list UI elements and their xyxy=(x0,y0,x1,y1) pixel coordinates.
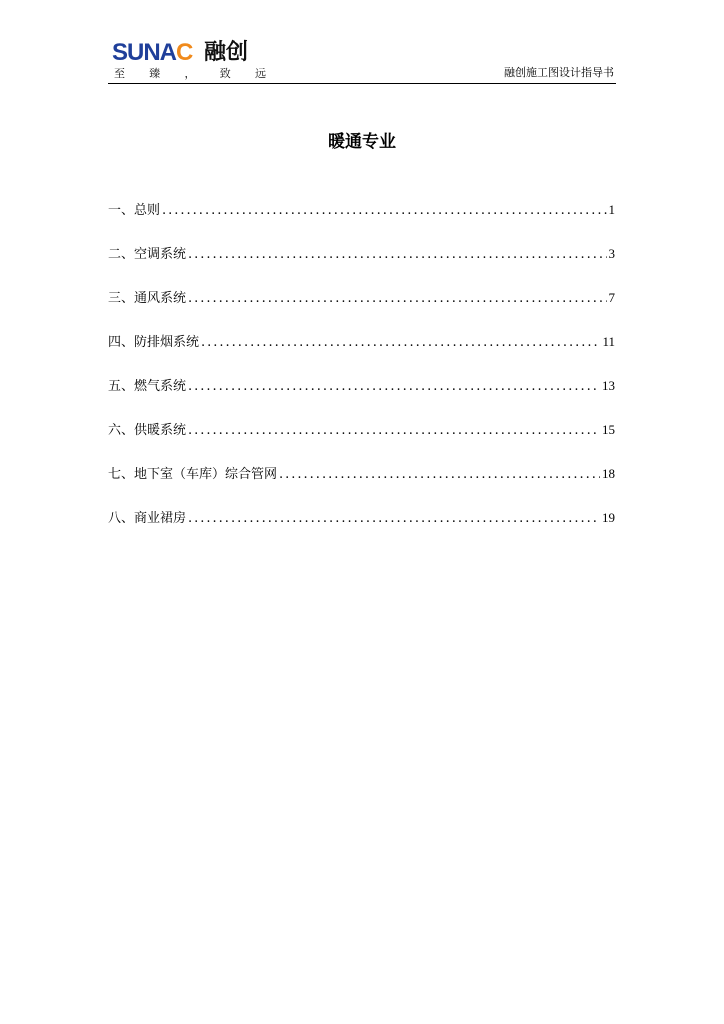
toc-entry[interactable] xyxy=(108,332,615,376)
toc-entry-label: 六、供暖系统 xyxy=(108,423,187,438)
toc-entry-label: 四、防排烟系统 xyxy=(108,335,200,350)
toc-entry-label: 三、通风系统 xyxy=(108,291,187,306)
logo-brand-chinese: 融创 xyxy=(204,40,249,65)
sunac-logo xyxy=(112,40,272,80)
page-header xyxy=(108,36,616,84)
toc-entry-label: 七、地下室（车库）综合管网 xyxy=(108,467,278,482)
toc-entry-page: 7 xyxy=(608,290,615,305)
table-of-contents xyxy=(108,200,615,552)
toc-entry[interactable] xyxy=(108,376,615,420)
toc-entry[interactable] xyxy=(108,200,615,244)
toc-entry-label: 一、总则 xyxy=(108,203,161,218)
toc-entry-page: 13 xyxy=(602,378,615,393)
toc-leader-dots xyxy=(162,201,606,221)
toc-entry-label: 八、商业裙房 xyxy=(108,511,187,526)
toc-leader-dots xyxy=(188,421,600,441)
document-name: 融创施工图设计指导书 xyxy=(504,66,614,79)
toc-leader-dots xyxy=(279,465,600,485)
toc-entry[interactable] xyxy=(108,464,615,508)
toc-entry-page: 19 xyxy=(602,510,615,525)
toc-leader-dots xyxy=(188,245,606,265)
toc-entry[interactable] xyxy=(108,288,615,332)
toc-entry-page: 11 xyxy=(602,334,615,349)
toc-leader-dots xyxy=(188,509,600,529)
header-divider xyxy=(108,83,616,84)
toc-entry-label: 二、空调系统 xyxy=(108,247,187,262)
toc-leader-dots xyxy=(188,289,606,309)
logo-brand-latin: SUNAC xyxy=(112,39,193,66)
toc-entry[interactable] xyxy=(108,508,615,552)
page-title: 暖通专业 xyxy=(328,132,396,152)
toc-leader-dots xyxy=(188,377,600,397)
toc-entry-page: 18 xyxy=(602,466,615,481)
toc-entry-page: 15 xyxy=(602,422,615,437)
toc-entry[interactable] xyxy=(108,244,615,288)
logo-slogan: 至 臻 ， 致 远 xyxy=(114,67,266,80)
toc-entry-page: 1 xyxy=(608,202,615,217)
toc-entry-label: 五、燃气系统 xyxy=(108,379,187,394)
toc-leader-dots xyxy=(201,333,600,353)
toc-entry-page: 3 xyxy=(608,246,615,261)
toc-entry[interactable] xyxy=(108,420,615,464)
